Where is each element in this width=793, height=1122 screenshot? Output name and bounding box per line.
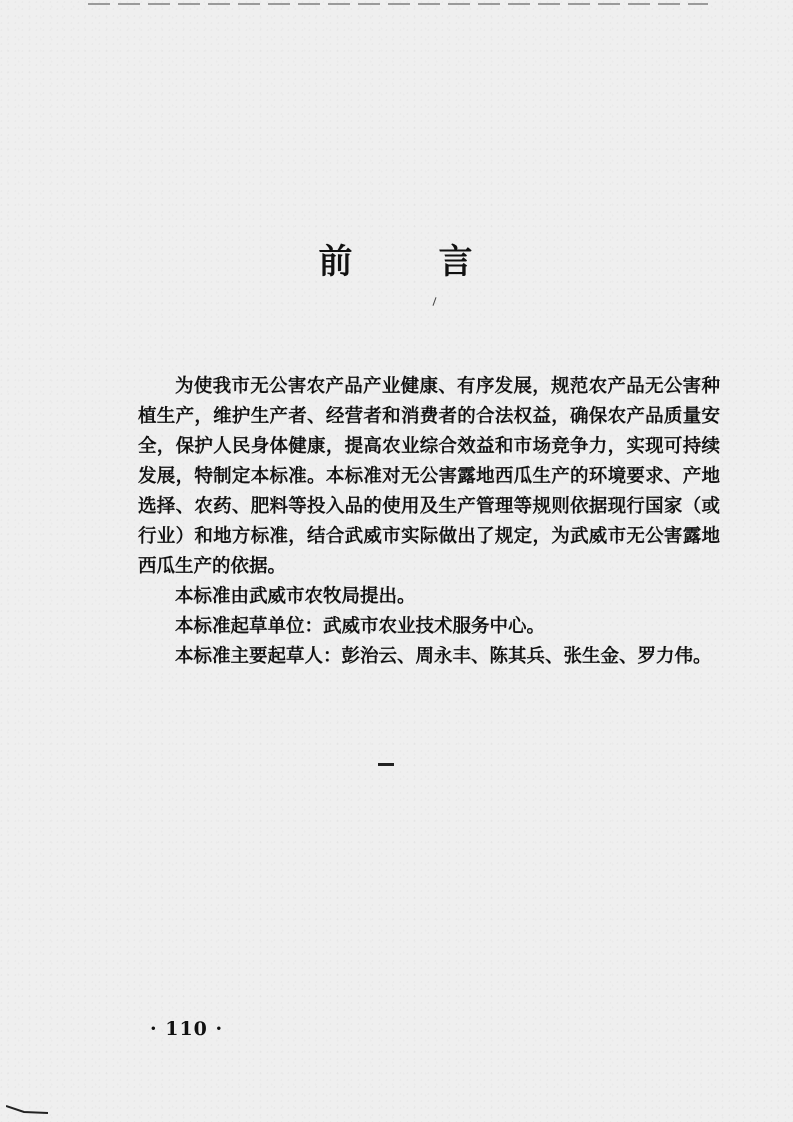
title-char-1: 前: [318, 242, 355, 282]
paragraph-proposer: 本标准由武威市农牧局提出。: [175, 586, 416, 607]
title-char-2: 言: [438, 242, 475, 282]
page-number: · 110 ·: [150, 1018, 224, 1040]
top-scan-rule: [88, 3, 708, 5]
paragraph-drafters: 本标准主要起草人：彭治云、周永丰、陈其兵、张生金、罗力伟。: [175, 646, 712, 667]
corner-scan-mark: [6, 1104, 48, 1116]
page-title: [0, 240, 793, 284]
preface-body: [138, 372, 720, 672]
paragraph-main: 为使我市无公害农产品产业健康、有序发展，规范农产品无公害种植生产，维护生产者、经营者和消费者的合法权益，确保农产品质量安全，保护人民身体健康，提高农业综合效益和市场竞争力，实现可持续发展，特制定本标准。本标准对无公害露地西瓜生产的环境要求、产地选择、农药、肥料等投入品的使用及生产管理等规则依据现行国家（或行业）和地方标准，结合武威市实际做出了规定，为武威市无公害露地西瓜生产的依据。: [138, 376, 720, 577]
scan-speck: [432, 297, 436, 306]
dash-mark: [378, 763, 394, 766]
paragraph-drafting-unit: 本标准起草单位：武威市农业技术服务中心。: [175, 616, 546, 637]
